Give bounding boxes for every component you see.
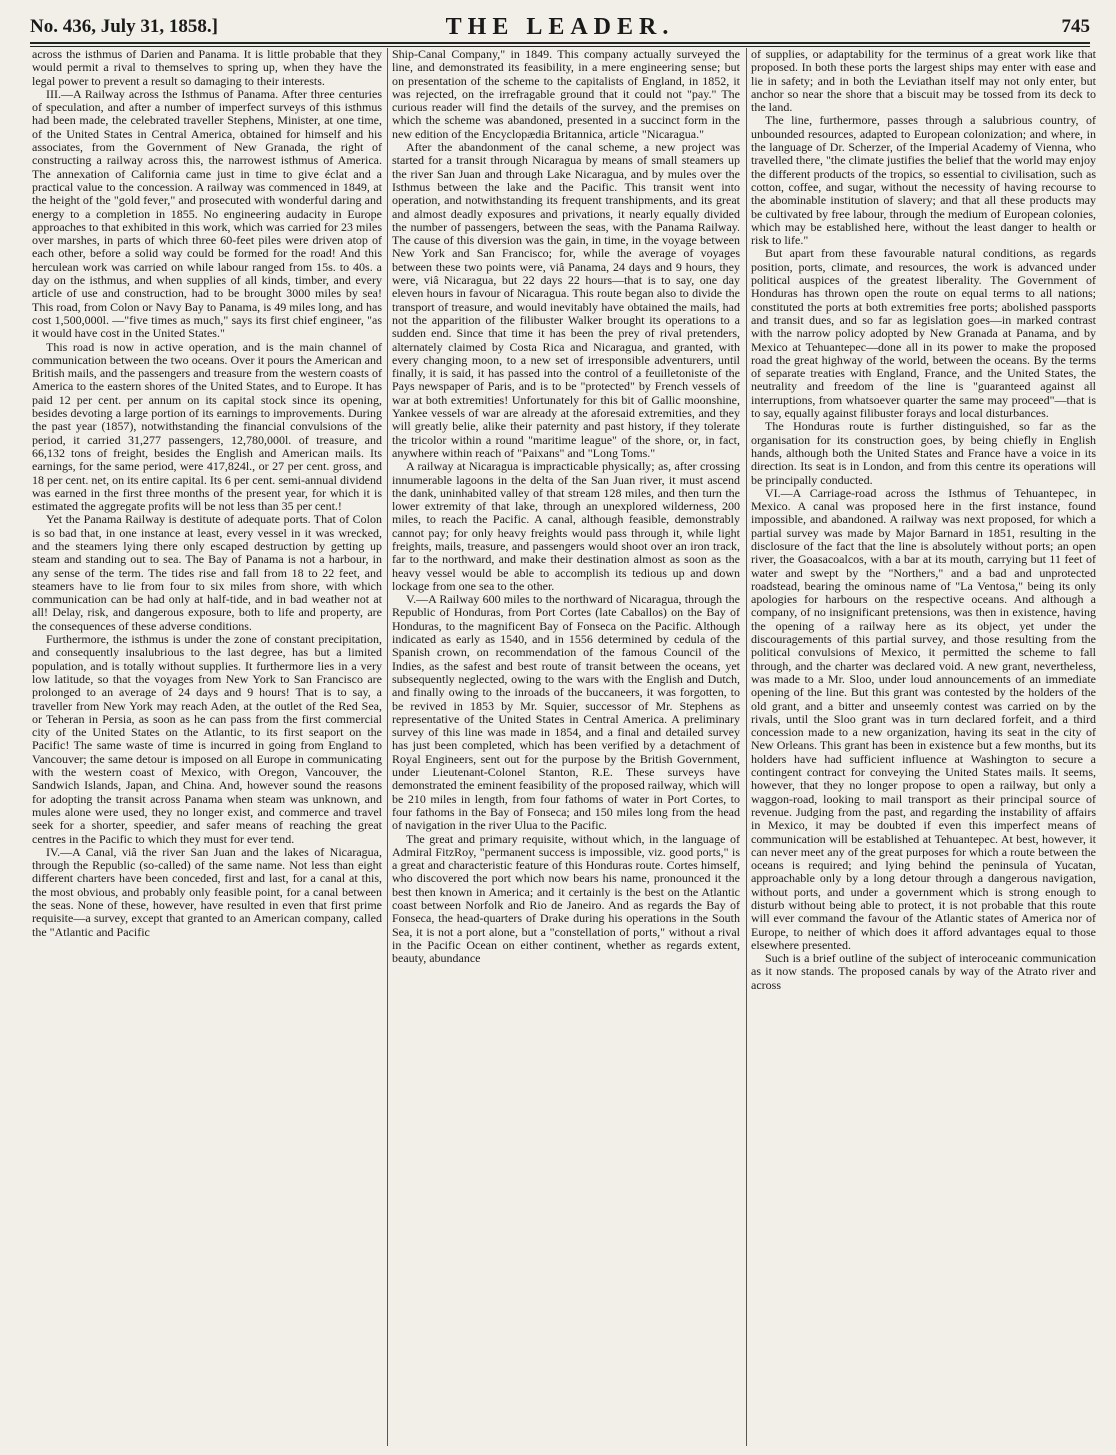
paragraph: Furthermore, the isthmus is under the zone of constant precipitation, and consequently insalubrious to the last degree, has but a limited population, and is totally without supplies. It furthermore lies in a very low latitude, so that the voyages from New York to San Francisco are prolonged to an average of 24 days and 9 hours! That is to say, a traveller from New York may reach Aden, at the outlet of the Red Sea, or Teheran in Persia, as soon as he can pass from the first commercial city of the United States on the Atlantic, to its first seaport on the Pacific! The same waste of time is incurred in going from England to Vancouver; the same detour is imposed on all Europe in communicating with the western coast of Mexico, with Oregon, Vancouver, the Sandwich Islands, Japan, and China. And, however sound the reasons for adopting the transit across Panama when steam was unknown, and mules alone were used, they no longer exist, and commerce and travel seek for a shorter, speedier, and safer means of reaching the great centres in the Pacific to which they must for ever tend. [32, 632, 382, 846]
paragraph: of supplies, or adaptability for the terminus of a great work like that proposed. In both these ports the largest ships may enter with ease and lie in safety; and in both the Leviathan itself may not only enter, but anchor so near the shore that a biscuit may be tossed from its deck to the land. [751, 48, 1096, 115]
paragraph: A railway at Nicaragua is impracticable physically; as, after crossing innumerable lagoons in the delta of the San Juan river, it must ascend the dank, uninhabited valley of that stream 128 miles, and then turn the lower extremity of that lake, through an unexplored wilderness, 200 miles, to reach the Pacific. A canal, although feasible, demonstrably cannot pay; for only heavy freights would pass through it, while light freights, mails, treasure, and passengers would shoot over an iron track, far to the northward, and make their destination almost as soon as the heavy vessel would be able to accomplish its tedious up and down lockage from one sea to the other. [392, 459, 740, 593]
paragraph: Such is a brief outline of the subject of interoceanic communication as it now stands. The proposed canals by way of the Atrato river and across [751, 951, 1096, 992]
paragraph: across the isthmus of Darien and Panama. It is little probable that they would permit a rival to themselves to spring up, when they have the legal power to prevent a result so damaging to their interests. [32, 48, 382, 88]
page-number: 745 [1061, 16, 1090, 37]
paragraph: V.—A Railway 600 miles to the northward of Nicaragua, through the Republic of Honduras, from Port Cortes (late Caballos) on the Bay of Honduras, to the magnificent Bay of Fonseca on the Pacific. Although indicated as early as 1540, and in 1556 determined by cedula of the Spanish crown, on recommendation of the famous Council of the Indies, as the safest and best route of transit between the oceans, yet subsequently neglected, owing to the wars with the English and Dutch, and finally owing to the inroads of the buccaneers, it was forgotten, to be revived in 1853 by Mr. Squier, successor of Mr. Stephens as representative of the United States in Central America. A preliminary survey of this line was made in 1854, and a final and detailed survey has just been completed, which has been verified by a detachment of Royal Engineers, sent out for the purpose by the British Government, under Lieutenant-Colonel Stanton, R.E. These surveys have demonstrated the eminent feasibility of the proposed railway, which will be 210 miles in length, from four fathoms of water in Port Cortes, to four fathoms in the Bay of Fonseca; and 150 miles long from the head of navigation in the river Ulua to the Pacific. [392, 592, 740, 833]
paragraph: The Honduras route is further distinguished, so far as the organisation for its construction goes, by being chiefly in English hands, although both the United States and France have a voice in its direction. Its seat is in London, and from this centre its operations will be principally conducted. [751, 419, 1096, 487]
column-3 [751, 48, 1096, 1448]
issue-date: No. 436, July 31, 1858.] [30, 16, 218, 37]
column-divider [746, 48, 747, 1446]
paragraph: This road is now in active operation, and is the main channel of communication between the two oceans. Over it pours the American and British mails, and the passengers and treasure from the western coasts of America to the eastern shores of the United States, and to Europe. It has paid 12 per cent. per annum on its capital stock since its opening, besides devoting a large portion of its earnings to improvements. During the past year (1857), notwithstanding the financial convulsions of the period, it carried 31,277 passengers, 12,780,000l. of treasure, and 66,132 tons of freight, besides the English and American mails. Its earnings, for the same period, were 417,824l., or 27 per cent. gross, and 18 per cent. net, on its entire capital. Its 6 per cent. semi-annual dividend was earned in the first three months of the present year, for which it is estimated the aggregate profits will be not less than 35 per cent.! [32, 339, 382, 514]
paragraph: IV.—A Canal, viâ the river San Juan and the lakes of Nicaragua, through the Republic (so-called) of the same name. Not less than eight different charters have been conceded, first and last, for a canal at this, the most obvious, and probably only feasible point, for a canal between the seas. None of these, however, have resulted in even that first prime requisite—a survey, except that granted to an American company, called the "Atlantic and Pacific [32, 844, 382, 939]
masthead-title: THE LEADER. [445, 14, 675, 40]
paragraph: The great and primary requisite, without which, in the language of Admiral FitzRoy, "permanent success is impossible, viz. good ports," is a great and characteristic feature of this Honduras route. Cortes himself, who discovered the port which now bears his name, pronounced it the best then known in America; and it certainly is the best on the Atlantic coast between Norfolk and Rio de Janeiro. And as regards the Bay of Fonseca, the head-quarters of Drake during his operations in the South Sea, it is not a port alone, but a "constellation of ports," without a rival in the Pacific Ocean on either continent, whether as regards extent, beauty, abundance [392, 831, 740, 966]
column-divider [387, 48, 388, 1446]
page-header [30, 14, 1090, 42]
paragraph: After the abandonment of the canal scheme, a new project was started for a transit through Nicaragua by means of small steamers up the river San Juan and through Lake Nicaragua, and by mules over the Isthmus between the lake and the Pacific. This transit went into operation, and notwithstanding its frequent transhipments, and its great and almost deadly exposures and privations, it nearly equally divided the number of passengers, between the seas, with the Panama Railway. The cause of this diversion was the gain, in time, in the voyage between New York and San Francisco; for, while the average of voyages between these two points were, viâ Panama, 24 days and 9 hours, they were, viâ Nicaragua, but 22 days 22 hours—that is to say, one day eleven hours in favour of Nicaragua. This route began also to divide the transport of treasure, and would inevitably have obtained the mails, had not the apparition of the filibuster Walker brought its operations to a sudden end. Since that time it has been the prey of rival pretenders, alternately claimed by Costa Rica and Nicaragua, and granted, with every changing moon, to a new set of irresponsible adventurers, until finally, it is said, it has passed into the control of a feuilletoniste of the Pays newspaper of Paris, and is to be "protected" by French vessels of war at both extremities! Unfortunately for this bit of Gallic moonshine, Yankee vessels of war are already at the aforesaid extremities, and they will greatly belie, alike their paternity and past history, if they tolerate the tricolor within a round "maritime league" of the shore, or, in fact, anywhere within reach of "Paixans" and "Long Toms." [392, 140, 740, 460]
paragraph: The line, furthermore, passes through a salubrious country, of unbounded resources, adapted to European colonization; and where, in the language of Dr. Scherzer, of the Imperial Academy of Vienna, who travelled there, "the climate justifies the belief that the world may enjoy the different products of the tropics, so essential to civilisation, such as cotton, coffee, and sugar, without the necessity of having recourse to the abominable institution of slavery; and that all these products may be cultivated by free labour, through the medium of European colonies, which may be established here, without the least danger to health or risk to life." [751, 113, 1096, 248]
paragraph: III.—A Railway across the Isthmus of Panama. After three centuries of speculation, and after a number of imperfect surveys of this isthmus had been made, the celebrated traveller Stephens, Minister, at one time, of the United States in Central America, obtained for himself and his associates, from the Government of New Granada, the right of constructing a railway across this, the narrowest isthmus of America. The annexation of California came just in time to give éclat and a practical value to the concession. A railway was commenced in 1849, at the height of the "gold fever," and prosecuted with wonderful daring and energy to a completion in 1855. No engineering audacity in Europe approaches to that exhibited in this work, which was carried for 23 miles over marshes, in parts of which three 60-feet piles were driven atop of each other, before a solid way could be formed for the road! And this herculean work was carried on while labour ranged from 15s. to 40s. a day on the isthmus, and when supplies of all kinds, timber, and every article of use and construction, had to be brought 3000 miles by sea! This road, from Colon or Navy Bay to Panama, is 49 miles long, and has cost 1,500,000l. —"five times as much," says its first chief engineer, "as it would have cost in the United States." [32, 86, 382, 341]
paragraph: Ship-Canal Company," in 1849. This company actually surveyed the line, and demonstrated its feasibility, in a mere engineering sense; but on presentation of the scheme to the capitalists of England, in 1852, it was rejected, on the irrefragable ground that it could not "pay." The curious reader will find the details of the survey, and the premises on which the scheme was abandoned, presented in a succinct form in the new edition of the Encyclopædia Britannica, article "Nicaragua." [392, 48, 740, 141]
header-rule [30, 42, 1090, 47]
column-2 [392, 48, 740, 1448]
paragraph: Yet the Panama Railway is destitute of adequate ports. That of Colon is so bad that, in one instance at least, every vessel in it was wrecked, and the steamers lying there only escaped destruction by getting up steam and standing out to sea. The Bay of Panama is not a harbour, in any sense of the term. The tides rise and fall from 18 to 22 feet, and steamers have to lie from four to six miles from shore, with which communication can be had only at half-tide, and in bad weather not at all! Delay, risk, and dangerous exposure, both to life and property, are the consequences of these adverse conditions. [32, 512, 382, 633]
paragraph: VI.—A Carriage-road across the Isthmus of Tehuantepec, in Mexico. A canal was proposed here in the first instance, found impossible, and abandoned. A railway was next proposed, for which a partial survey was made by Major Barnard in 1851, resulting in the disclosure of the fact that the line is absolutely without ports; an open river, the Goasacoalcos, with a bar at its mouth, carrying but 11 feet of water and swept by the "Northers," and a bad and unprotected roadstead, bearing the ominous name of "La Ventosa," being its only apologies for harbours on the respective oceans. And although a company, of no insignificant pretensions, was then in existence, having the opening of a railway here as its object, yet under the discouragements of this partial survey, and those resulting from the political convulsions of Mexico, it permitted the scheme to fall through, and the charter was declared void. A new grant, nevertheless, was made to a Mr. Sloo, under loud announcements of an immediate opening of the line. But this grant was contested by the holders of the old grant, and a bitter and unseemly contest was carried on by the rivals, until the Sloo grant was in turn declared forfeit, and a third concession made to a new organization, having its seat in the city of New Orleans. This grant has been in existence but a few months, but its holders have had sufficient influence at Washington to secure a contingent contract for conveying the United States mails. It seems, however, that they no longer propose to open a railway, but only a waggon-road, looking to mail transport as their principal source of revenue. Judging from the past, and regarding the instability of affairs in Mexico, it may be doubted if even this imperfect means of communication will be established at Tehuantepec. At best, however, it can never meet any of the great purposes for which a route between the oceans is required; and lying behind the peninsula of Yucatan, approachable only by a long detour through a dangerous navigation, without ports, and under a government which is strong enough to disturb without being able to protect, it is not probable that this route will ever command the favour of the Atlantic states of America nor of Europe, to neither of which does it afford advantages equal to those elsewhere presented. [751, 485, 1096, 952]
column-1 [32, 48, 382, 1448]
paragraph: But apart from these favourable natural conditions, as regards position, ports, climate, and resources, the work is advanced under political auspices of the greatest liberality. The Government of Honduras has thrown open the route on equal terms to all nations; constituted the ports at both extremities free ports; abolished passports and transit dues, and so far as legislation goes—in marked contrast with the narrow policy adopted by New Granada at Panama, and by Mexico at Tehuantepec—done all in its power to make the proposed road the great highway of the world, between the oceans. By the terms of separate treaties with England, France, and the United States, the neutrality and freedom of the line is "guaranteed against all interruptions, from whatsoever quarter the same may proceed"—that is to say, equally against filibuster forays and local disturbances. [751, 246, 1096, 421]
